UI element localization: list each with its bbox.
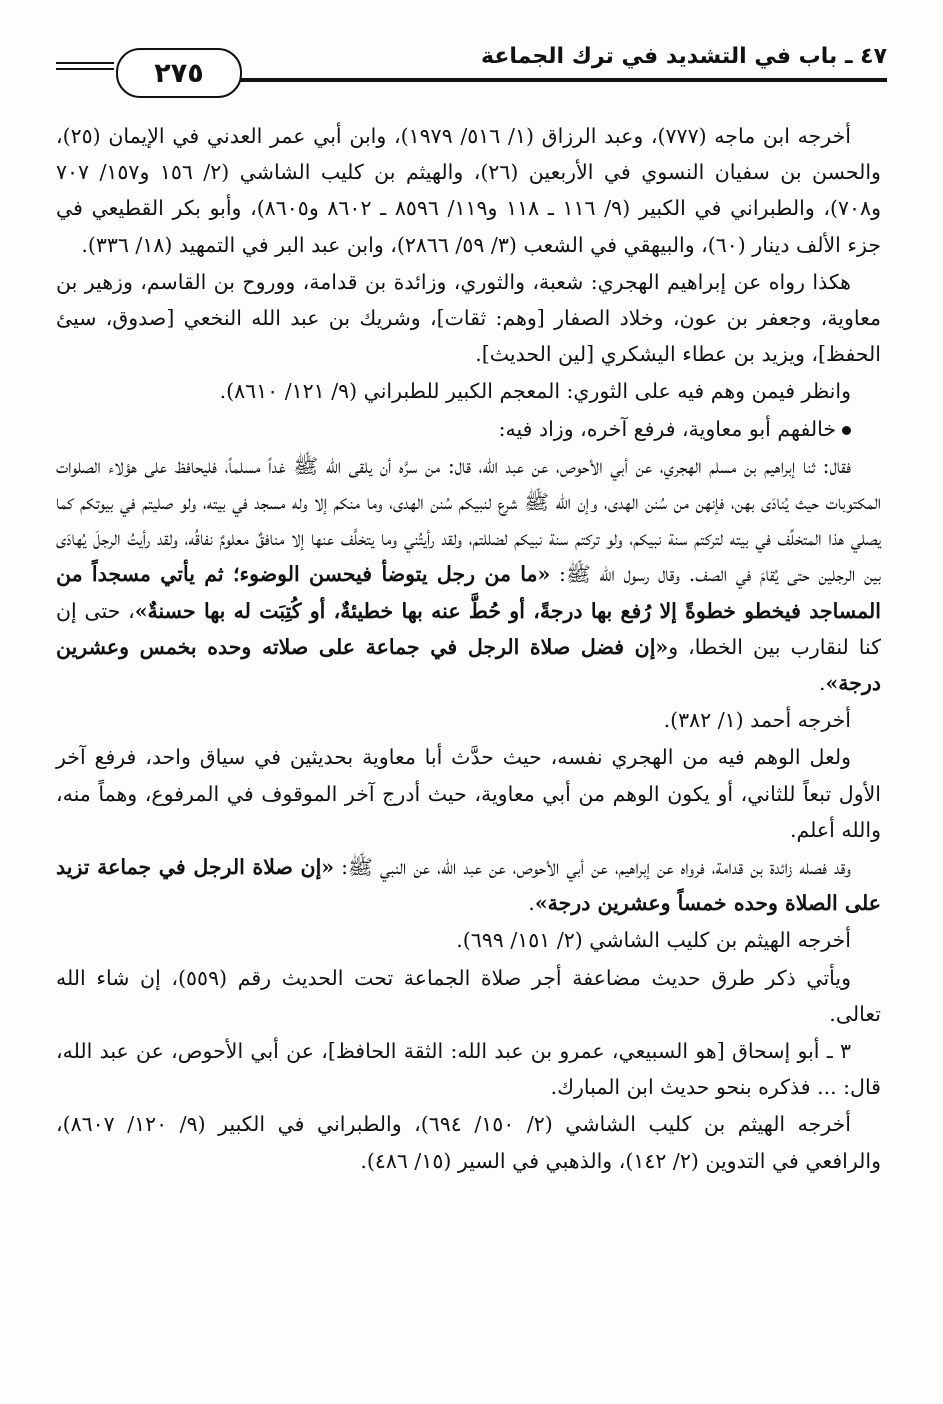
paragraph-cross-reference: ويأتي ذكر طرق حديث مضاعفة أجر صلاة الجماعة تحت الحديث رقم (٥٥٩)، إن شاء الله تعالى. [56, 965, 881, 1026]
page-number: ٢٧٥ [154, 57, 204, 89]
paragraph-zaida: وقد فصله زائدة بن قدامة، فرواه عن إبراهيم، عن أبي الأحوص، عن عبد الله، عن النبي ﷺ: «إن صلاة الرجل في جماعة تزيد على الصلاة وحده خمساً وعشرين درجة». [56, 855, 881, 916]
paragraph-abu-muawiya: خالفهم أبو معاوية، فرفع آخره، وزاد فيه: [56, 411, 881, 447]
hadith-quote: «ما من رجل يتوضأ فيحسن الوضوء؛ ثم يأتي مسجداً من المساجد فيخطو خطوةً إلا رُفع بها درجةً، أو حُطَّ عنه بها خطيئةٌ، أو كُتِبَت له بها حسنةٌ» [56, 562, 881, 623]
paragraph-hadith-text: فقال: ثنا إبراهيم بن مسلم الهجري، عن أبي الأحوص، عن عبد الله، قال: من سرَّه أن يلقى الله ﷺ غداً مسلماً، فليحافظ على هؤلاء الصلوات المكتوبات حيث يُنادَى بهن، فإنهن من سُنن الهدى، وإن الله ﷺ شرع لنبيكم سُنن الهدى، وما منكم إلا وله مسجد في بيته، ولو صليتم في بيوتكم كما يصلي هذا المتخلِّف في بيته لتركتم سنة نبيكم، ولو تركتم سنة نبيكم لضللتم، ولقد رأيتُني وما يتخلَّف عنها إلا منافقٌ معلومٌ نفاقُه، ولقد رأيتُ الرجلَ يُهادَى بين الرجلين حتى يُقامَ في الصف. وقال رسول الله ﷺ: «ما من رجل يتوضأ فيحسن الوضوء؛ ثم يأتي مسجداً من المساجد فيخطو خطوةً إلا رُفع بها درجةً، أو حُطَّ عنه بها خطيئةٌ، أو كُتِبَت له بها حسنةٌ»، حتى إن كنا لنقارب بين الخطا، و«إن فضل صلاة الرجل في جماعة على صلاته وحده بخمس وعشرين درجة». [56, 453, 881, 696]
paragraph-wahm: ولعل الوهم فيه من الهجري نفسه، حيث حدَّث أبا معاوية بحديثين في سياق واحد، فرفع آخر الأول تبعاً للثاني، أو يكون الوهم من أبي معاوية، حيث أدرج آخر الموقوف في المرفوع، وهماً منه، والله أعلم. [56, 745, 881, 842]
page-number-badge [116, 48, 242, 98]
paragraph-narrators: هكذا رواه عن إبراهيم الهجري: شعبة، والثوري، وزائدة بن قدامة، ووروح بن القاسم، وزهير بن معاوية، وجعفر بن عون، وخلاد الصفار [وهم: ثقات]، وشريك بن عبد الله النخعي [صدوق، سيئ الحفظ]، ويزيد بن عطاء اليشكري [لين الحديث]. [56, 269, 881, 367]
hadith-quote: «إن فضل صلاة الرجل في جماعة على صلاته وحده بخمس وعشرين درجة» [56, 634, 881, 696]
paragraph-final-citations: أخرجه الهيثم بن كليب الشاشي (٢/ ١٥٠/ ٦٩٤)، والطبراني في الكبير (٩/ ١٢٠/ ٨٦٠٧)، والرافعي في التدوين (٢/ ١٤٢)، والذهبي في السير (١٥/ ٤٨٦). [56, 1112, 881, 1173]
hadith-quote: «إن صلاة الرجل في جماعة تزيد على الصلاة وحده خمساً وعشرين درجة» [56, 855, 881, 916]
paragraph-see-also: وانظر فيمن وهم فيه على الثوري: المعجم الكبير للطبراني (٩/ ١٢١/ ٨٦١٠). [219, 379, 851, 404]
bullet-icon [842, 426, 851, 435]
header-rule [240, 78, 887, 82]
paragraph-citations: أخرجه ابن ماجه (٧٧٧)، وعبد الرزاق (١/ ٥١٦/ ١٩٧٩)، وابن أبي عمر العدني في الإيمان (٢٥)، والحسن بن سفيان النسوي في الأربعين (٢٦)، والهيثم بن كليب الشاشي (٢/ ١٥٦ و١٥٧/ ٧٠٧ و٧٠٨)، والطبراني في الكبير (٩/ ١١٦ ـ ١١٨ و١١٩/ ٨٥٩٦ ـ ٨٦٠٢ و٨٦٠٥)، وأبو بكر القطيعي في جزء الألف دينار (٦٠)، والبيهقي في الشعب (٣/ ٥٩/ ٢٨٦٦)، وابن عبد البر في التمهيد (١٨/ ٣٣٦). [56, 124, 881, 257]
paragraph-ahmad: أخرجه أحمد (١/ ٣٨٢). [663, 708, 851, 733]
page-header [56, 34, 887, 114]
paragraph-abu-ishaq: ٣ ـ أبو إسحاق [هو السبيعي، عمرو بن عبد الله: الثقة الحافظ]، عن أبي الأحوص، عن عبد الله، قال: ... فذكره بنحو حديث ابن المبارك. [56, 1039, 881, 1100]
paragraph-haytham: أخرجه الهيثم بن كليب الشاشي (٢/ ١٥١/ ٦٩٩). [456, 928, 851, 953]
page-body [56, 118, 881, 1180]
chapter-title: ٤٧ ـ باب في التشديد في ترك الجماعة [481, 44, 887, 69]
ornament-lines [56, 62, 114, 72]
